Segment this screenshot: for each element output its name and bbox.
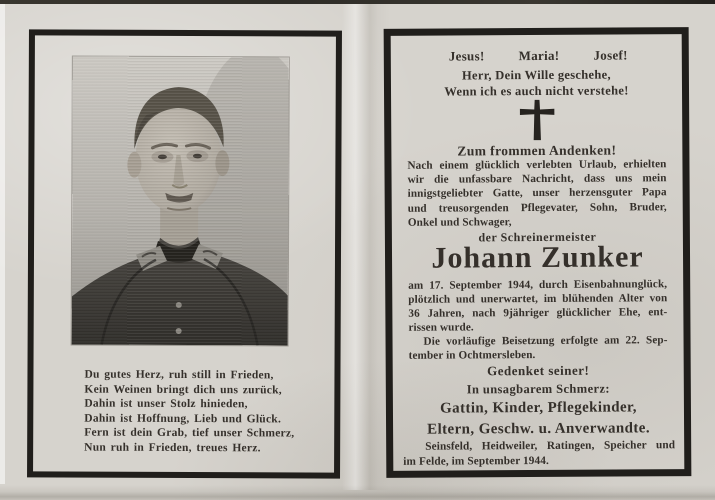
closing-line: im Felde, im September 1944. — [403, 454, 549, 468]
pious-remembrance-heading: Zum frommen Andenken! — [457, 142, 617, 159]
closing-places-date — [403, 438, 675, 469]
closing-line: Seinsfeld, Heidweiler, Ratingen, Speicher und — [425, 439, 676, 453]
invocation-jesus: Jesus! — [448, 48, 485, 64]
death-details-line: rissen wurde. — [408, 321, 474, 334]
announcement-line: und treusorgenden Pflegevater, Sohn, Bruder, — [407, 200, 667, 215]
invocation-josef: Josef! — [593, 47, 628, 63]
mourning-label: In unsagbarem Schmerz: — [466, 381, 611, 397]
profession-title: der Schreinermeister — [478, 229, 597, 245]
burial-line: tember in Ochtmersleben. — [408, 349, 536, 363]
announcement-line: wir die unfassbare Nachricht, dass uns mein — [407, 172, 667, 186]
scan-left-edge — [0, 4, 5, 484]
remembrance-call: Gedenket seiner! — [487, 362, 590, 379]
poem-line: Nun ruh in Frieden, treues Herz. — [84, 441, 261, 455]
invocation-row — [449, 47, 628, 64]
burial-line: Die vorläufige Beisetzung erfolgte am 22. Sep- — [423, 334, 668, 348]
motto-line: Herr, Dein Wille geschehe, — [461, 67, 611, 83]
left-panel — [27, 29, 342, 478]
death-details-line: 36 Jahren, nach 9jähriger glücklicher Ehe, ent- — [408, 306, 668, 320]
poem-line: Dahin ist unser Stolz hinieden, — [84, 397, 248, 411]
poem-line: Dahin ist Hoffnung, Lieb und Glück. — [84, 412, 282, 426]
mourners-line: Eltern, Geschw. u. Anverwandte. — [427, 420, 651, 438]
motto-line: Wenn ich es auch nicht verstehe! — [444, 82, 629, 99]
death-details-line: am 17. September 1944, durch Eisenbahnunglück, — [408, 278, 668, 292]
scan-bottom-edge — [0, 485, 715, 500]
soldier-portrait-image — [72, 57, 289, 346]
announcement-line: Onkel und Schwager, — [407, 215, 512, 229]
announcement-line: innigstgeliebter Gatte, unser herzensguter Papa — [407, 186, 667, 201]
poem-line: Du gutes Herz, ruh still in Frieden, — [84, 368, 274, 382]
motto — [391, 67, 682, 100]
memorial-poem — [84, 368, 295, 456]
invocation-maria: Maria! — [518, 47, 560, 64]
death-announcement — [407, 157, 666, 230]
card-fold-crease — [342, 4, 390, 490]
latin-cross-icon — [515, 98, 559, 142]
death-details — [408, 277, 667, 335]
mourners-line: Gattin, Kinder, Pflegekinder, — [440, 399, 637, 417]
death-details-line: plötzlich und unerwartet, im blühenden Alter von — [408, 292, 668, 306]
poem-line: Kein Weinen bringt dich uns zurück, — [84, 383, 282, 397]
deceased-name: Johann Zunker — [431, 240, 644, 275]
portrait-photo — [72, 57, 289, 346]
right-panel — [384, 27, 692, 478]
burial-notice — [409, 333, 668, 363]
announcement-line: Nach einem glücklich verlebten Urlaub, erhielten — [407, 158, 667, 172]
poem-line: Fern ist dein Grab, tief unser Schmerz, — [84, 426, 295, 440]
